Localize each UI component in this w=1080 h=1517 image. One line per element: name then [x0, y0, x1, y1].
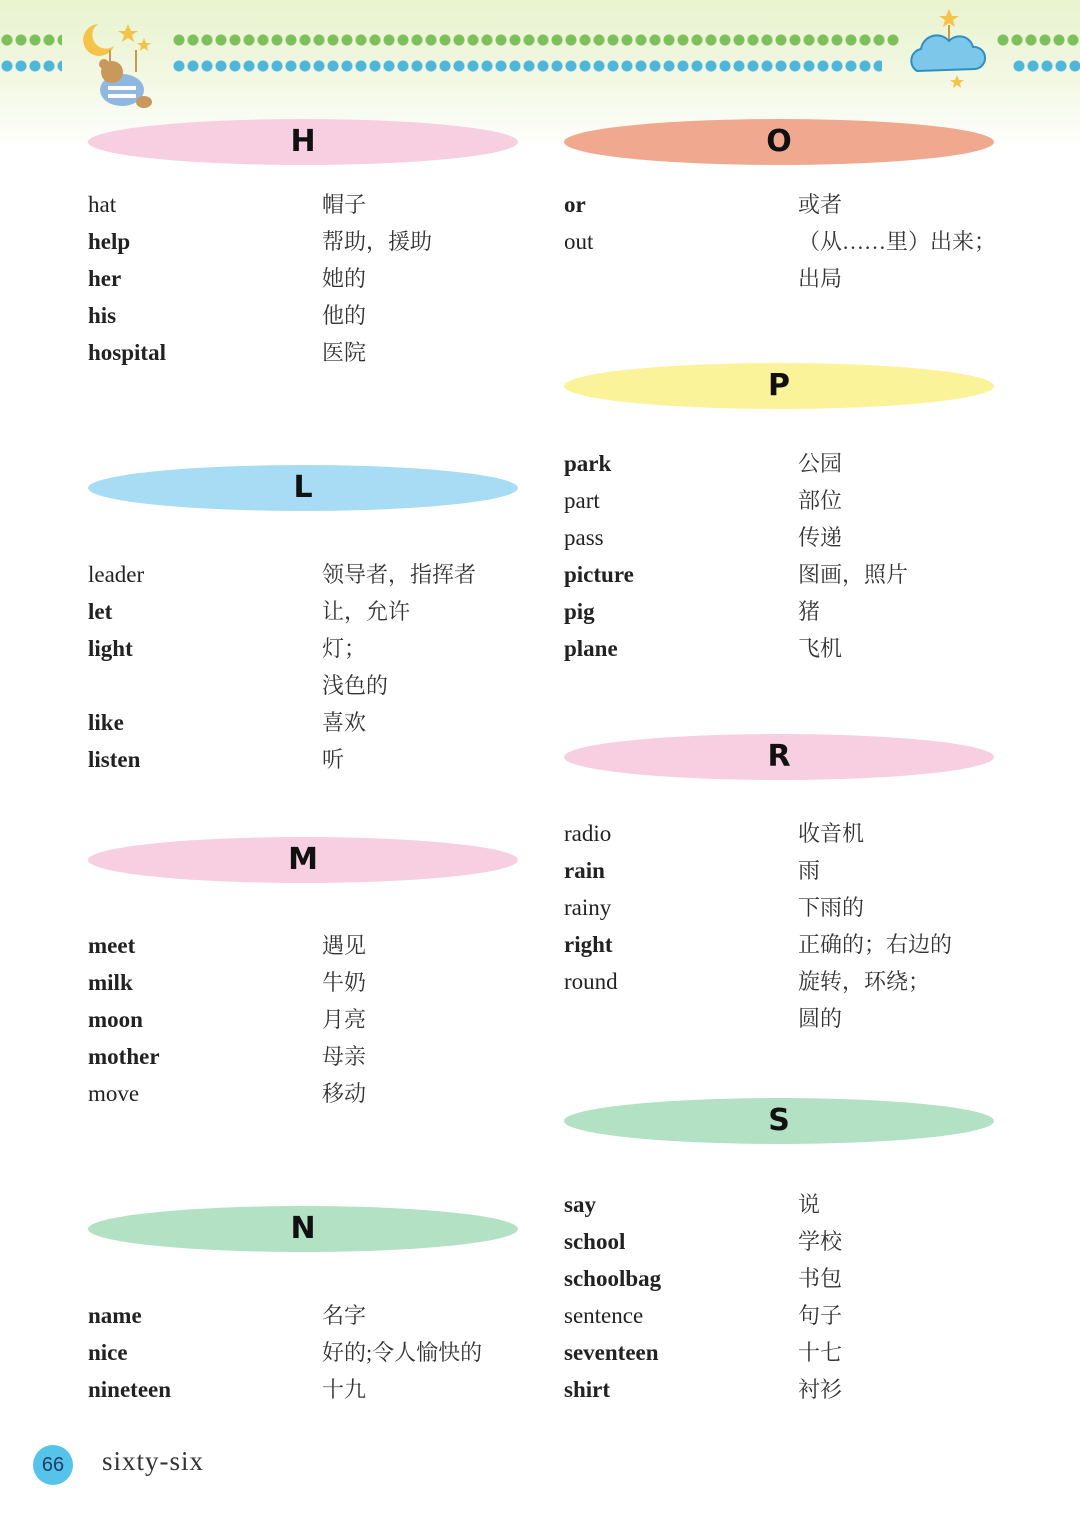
vocab-meaning: 或者: [798, 192, 843, 217]
vocab-meaning: 医院: [322, 340, 367, 365]
vocab-meaning: 图画，照片: [798, 562, 909, 587]
vocab-meaning: 她的: [322, 266, 367, 291]
vocab-word: or: [564, 192, 586, 217]
vocab-word: part: [564, 488, 600, 513]
vocab-word: school: [564, 1229, 626, 1254]
vocab-word: name: [88, 1303, 142, 1328]
vocab-meaning: 衬衫: [798, 1377, 843, 1402]
vocab-meaning: 圆的: [798, 1006, 843, 1031]
vocab-word: shirt: [564, 1377, 610, 1402]
vocab-word: let: [88, 599, 113, 624]
section-letter: P: [768, 368, 790, 403]
section-header-o: [564, 117, 994, 167]
vocab-meaning: 移动: [322, 1081, 367, 1106]
vocab-word: listen: [88, 747, 141, 772]
vocab-meaning: 雨: [798, 858, 821, 883]
section-letter: O: [766, 124, 792, 159]
vocab-word: pass: [564, 525, 604, 550]
vocab-meaning: 喜欢: [322, 710, 367, 735]
section-header-p: [564, 361, 994, 411]
vocab-meaning: 帽子: [322, 192, 367, 217]
section-header-n: [88, 1204, 518, 1254]
vocab-meaning: 名字: [322, 1303, 367, 1328]
vocab-meaning: 收音机: [798, 821, 865, 846]
vocab-meaning: 句子: [798, 1303, 843, 1328]
vocab-meaning: （从……里）出来；: [798, 229, 997, 254]
vocab-word: radio: [564, 821, 612, 846]
vocab-word: say: [564, 1192, 596, 1217]
vocab-word: picture: [564, 562, 634, 587]
vocab-meaning: 公园: [798, 451, 843, 476]
vocab-meaning: 飞机: [798, 636, 843, 661]
vocab-meaning: 灯；: [322, 636, 367, 661]
vocab-word: schoolbag: [564, 1266, 662, 1291]
vocab-word: her: [88, 266, 122, 291]
vocab-word: park: [564, 451, 612, 476]
vocab-word: leader: [88, 562, 145, 587]
vocab-meaning: 让，允许: [322, 599, 411, 624]
vocab-word: round: [564, 969, 618, 994]
diamond-border-bottom: [172, 58, 882, 74]
section-header-m: [88, 835, 518, 885]
vocab-meaning: 月亮: [322, 1007, 367, 1032]
vocab-meaning: 听: [322, 747, 345, 772]
moon-bear-icon: [70, 10, 170, 120]
vocab-meaning: 浅色的: [322, 673, 389, 698]
section-header-h: [88, 117, 518, 167]
vocab-meaning: 十七: [798, 1340, 843, 1365]
vocab-meaning: 领导者，指挥者: [322, 562, 477, 587]
vocab-word: mother: [88, 1044, 160, 1069]
section-letter: L: [293, 470, 313, 505]
vocab-meaning: 传递: [798, 525, 843, 550]
vocab-meaning: 十九: [322, 1377, 367, 1402]
vocab-word: plane: [564, 636, 618, 661]
vocab-word: meet: [88, 933, 136, 958]
diamond-border-top: [172, 32, 900, 48]
vocab-meaning: 牛奶: [322, 970, 367, 995]
vocab-meaning: 正确的；右边的: [798, 932, 953, 957]
vocab-word: move: [88, 1081, 140, 1106]
vocab-word: rain: [564, 858, 605, 883]
vocab-word: moon: [88, 1007, 143, 1032]
vocab-word: right: [564, 932, 613, 957]
vocab-meaning: 出局: [798, 266, 843, 291]
vocab-meaning: 说: [798, 1192, 821, 1217]
vocab-word: nineteen: [88, 1377, 172, 1402]
diamond-border-top-left: [0, 32, 62, 48]
diamond-border-bottom-right: [1012, 58, 1080, 74]
vocab-meaning: 部位: [798, 488, 843, 513]
vocab-word: nice: [88, 1340, 128, 1365]
vocab-meaning: 帮助，援助: [322, 229, 433, 254]
vocab-word: sentence: [564, 1303, 644, 1328]
section-letter: R: [767, 739, 791, 774]
vocab-word: rainy: [564, 895, 612, 920]
vocab-word: seventeen: [564, 1340, 659, 1365]
vocab-meaning: 猪: [798, 599, 821, 624]
vocab-word: hospital: [88, 340, 166, 365]
vocab-meaning: 他的: [322, 303, 367, 328]
diamond-border-top-right: [996, 32, 1080, 48]
vocab-meaning: 好的;令人愉快的: [322, 1340, 483, 1365]
vocab-meaning: 下雨的: [798, 895, 865, 920]
page-number-badge: 66: [33, 1445, 73, 1485]
vocab-meaning: 遇见: [322, 933, 367, 958]
cloud-icon: [905, 5, 995, 90]
section-letter: S: [768, 1103, 790, 1138]
diamond-border-bottom-left: [0, 58, 62, 74]
section-letter: M: [288, 842, 318, 877]
section-header-r: [564, 732, 994, 782]
vocab-meaning: 书包: [798, 1266, 843, 1291]
vocab-word: light: [88, 636, 133, 661]
section-letter: N: [290, 1211, 316, 1246]
vocab-word: pig: [564, 599, 595, 624]
vocab-word: milk: [88, 970, 133, 995]
section-header-l: [88, 463, 518, 513]
section-header-s: [564, 1096, 994, 1146]
vocab-meaning: 母亲: [322, 1044, 367, 1069]
section-letter: H: [290, 124, 316, 159]
vocab-word: out: [564, 229, 594, 254]
vocab-word: hat: [88, 192, 117, 217]
vocab-meaning: 学校: [798, 1229, 843, 1254]
vocab-word: his: [88, 303, 117, 328]
vocab-meaning: 旋转，环绕；: [798, 969, 931, 994]
page-number-words: sixty-six: [102, 1446, 205, 1476]
vocab-word: like: [88, 710, 124, 735]
vocab-word: help: [88, 229, 131, 254]
